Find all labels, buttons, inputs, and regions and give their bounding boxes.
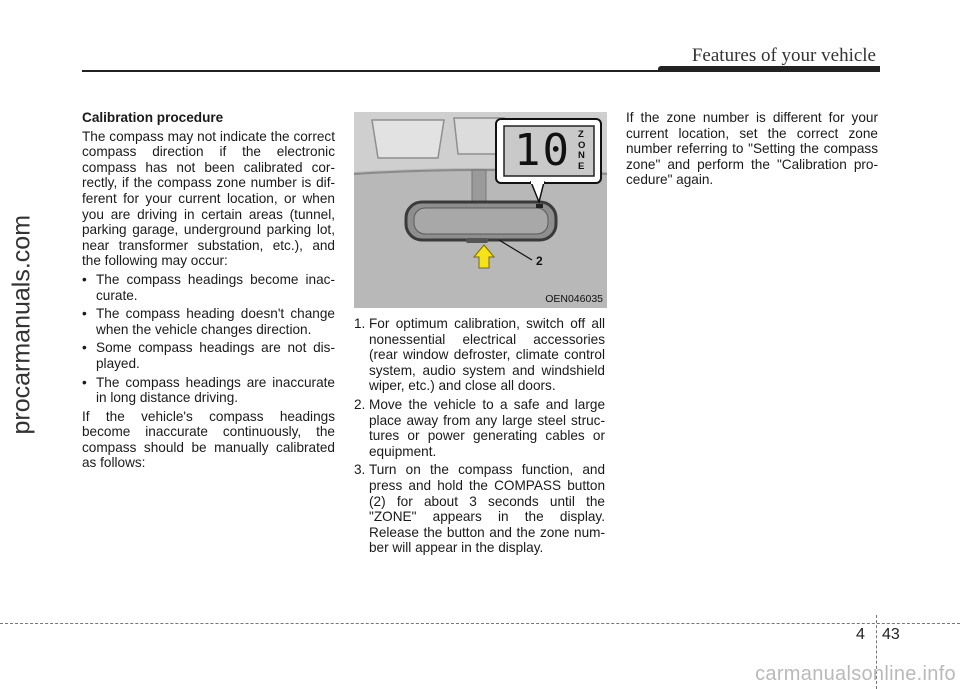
- bottom-watermark: carmanualsonline.info: [755, 663, 956, 685]
- list-item: [82, 340, 335, 371]
- list-item: [82, 272, 335, 303]
- list-item-text: Some compass headings are not displayed.: [96, 340, 335, 371]
- bullet-mark: •: [82, 374, 87, 390]
- step-text: Turn on the compass function, and press and hold the COMPASS button (2) for about 3 seconds until the "ZONE" appears in the display. Release the button and the zone number will appear in the display.: [369, 462, 605, 556]
- bullet-mark: •: [82, 271, 87, 287]
- page-header-title: Features of your vehicle: [691, 45, 876, 66]
- list-item: [82, 306, 335, 337]
- bullet-mark: •: [82, 340, 87, 356]
- column-zone-note: [626, 110, 878, 191]
- footer-rule: [0, 623, 960, 624]
- figure-code: OEN046035: [545, 293, 603, 305]
- step-item: [354, 397, 605, 459]
- step-text: For optimum calibration, switch off all nonessential electrical accessories (rear window defroster, climate control system, audio system and windshield wiper, etc.) and close all doors.: [369, 316, 605, 394]
- symptom-list: [82, 272, 335, 406]
- column-steps: [354, 316, 605, 559]
- list-item-text: The compass headings become inaccurate.: [96, 271, 335, 303]
- step-item: [354, 316, 605, 394]
- side-watermark: procarmanuals.com: [7, 214, 36, 435]
- list-item-text: The compass headings are inaccurate in long distance driving.: [96, 374, 335, 406]
- step-item: [354, 462, 605, 556]
- closing-paragraph: If the vehicle's compass headings become inaccurate continuously, the compass should be manually calibrated as follows:: [82, 408, 335, 471]
- bullet-mark: •: [82, 306, 87, 322]
- step-number: 3.: [354, 462, 366, 478]
- header-tab: [658, 66, 880, 72]
- chapter-number: 4: [856, 626, 865, 643]
- step-number: 1.: [354, 316, 366, 331]
- list-item-text: The compass heading doesn't change when the vehicle changes direction.: [96, 306, 335, 337]
- zone-label: ZONE: [578, 129, 586, 172]
- rearview-mirror-figure: [354, 112, 607, 308]
- list-item: [82, 375, 335, 406]
- intro-paragraph: The compass may not indicate the correct compass direction if the electronic compass has not been calibrated correctly, if the compass zone number is different for your current location, or when you are driving in certain areas (tunnel, parking garage, underground parking lot, near transformer substation, etc.), and the following may occur:: [82, 128, 335, 269]
- page-number: 43: [882, 626, 900, 643]
- step-number: 2.: [354, 396, 366, 412]
- step-text: Move the vehicle to a safe and large place away from any large steel structures or power generating cables or equipment.: [369, 396, 605, 459]
- zone-note-paragraph: If the zone number is different for your current location, set the correct zone number referring to "Setting the compass zone" and perform the "Calibration procedure" again.: [626, 110, 878, 188]
- calibration-steps: [354, 316, 605, 556]
- section-heading: Calibration procedure: [82, 110, 224, 125]
- zone-digits: 10: [514, 125, 571, 176]
- column-calibration: [82, 110, 335, 474]
- compass-button-callout: 2: [536, 254, 543, 268]
